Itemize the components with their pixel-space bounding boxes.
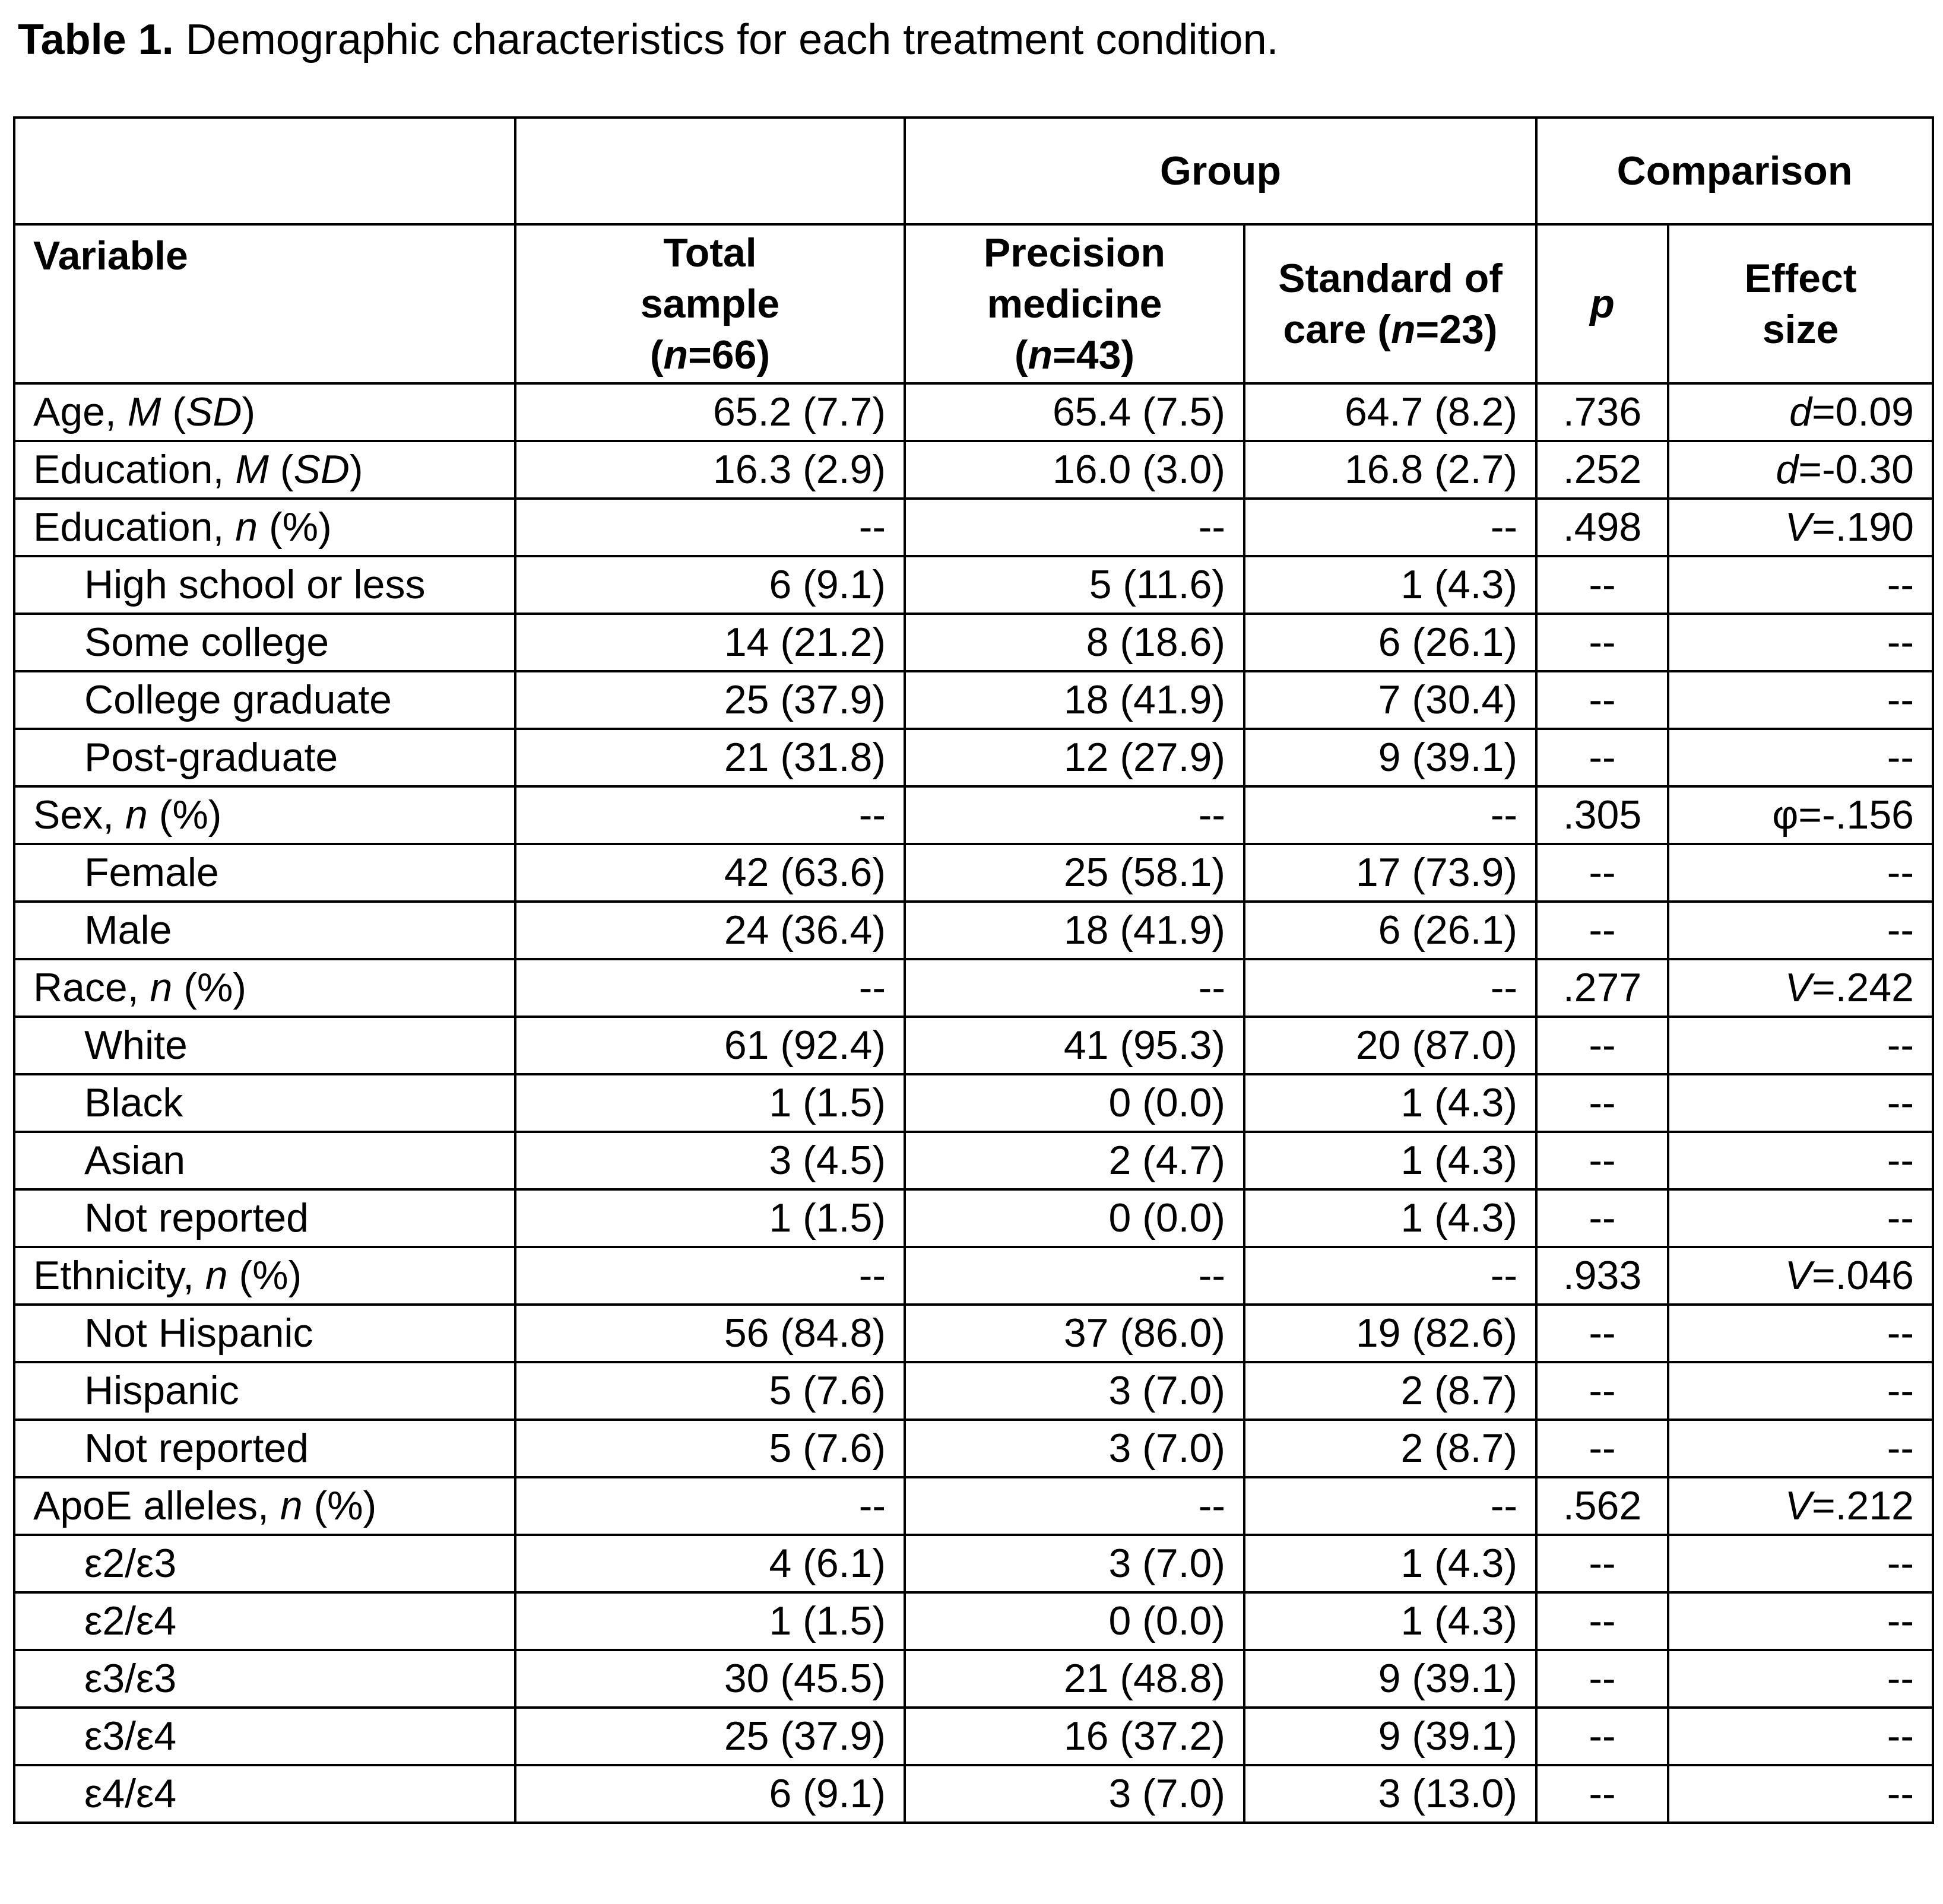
- table-row: [14, 1074, 1933, 1132]
- cell-p-value: --: [1536, 1017, 1668, 1074]
- header-variable: Variable: [14, 224, 515, 383]
- cell-standard-of-care: 17 (73.9): [1244, 844, 1536, 902]
- cell-total-sample: 21 (31.8): [515, 729, 905, 786]
- cell-precision-medicine: --: [905, 499, 1244, 556]
- cell-effect-size: --: [1668, 1305, 1933, 1362]
- table-caption-text: Demographic characteristics for each treatment condition.: [185, 16, 1279, 64]
- cell-variable: Education, M (SD): [14, 441, 515, 499]
- cell-standard-of-care: 1 (4.3): [1244, 1074, 1536, 1132]
- cell-total-sample: 4 (6.1): [515, 1535, 905, 1592]
- table-row: [14, 1420, 1933, 1477]
- cell-total-sample: 30 (45.5): [515, 1650, 905, 1708]
- cell-variable: Not Hispanic: [14, 1305, 515, 1362]
- cell-variable: Male: [14, 902, 515, 959]
- header-p: p: [1536, 224, 1668, 383]
- cell-p-value: .933: [1536, 1247, 1668, 1305]
- table-row: [14, 1592, 1933, 1650]
- cell-precision-medicine: 18 (41.9): [905, 671, 1244, 729]
- cell-p-value: --: [1536, 614, 1668, 671]
- cell-variable: Not reported: [14, 1189, 515, 1247]
- cell-total-sample: 42 (63.6): [515, 844, 905, 902]
- cell-total-sample: 6 (9.1): [515, 1765, 905, 1823]
- cell-effect-size: --: [1668, 1765, 1933, 1823]
- header-row-groups: [14, 118, 1933, 224]
- cell-total-sample: --: [515, 1247, 905, 1305]
- cell-effect-size: --: [1668, 1708, 1933, 1765]
- cell-effect-size: --: [1668, 1132, 1933, 1189]
- cell-effect-size: --: [1668, 671, 1933, 729]
- cell-p-value: --: [1536, 1305, 1668, 1362]
- table-row: [14, 1247, 1933, 1305]
- cell-effect-size: --: [1668, 1362, 1933, 1420]
- table-row: [14, 1362, 1933, 1420]
- cell-standard-of-care: 9 (39.1): [1244, 729, 1536, 786]
- table-row: [14, 1305, 1933, 1362]
- cell-p-value: --: [1536, 556, 1668, 614]
- cell-total-sample: 1 (1.5): [515, 1189, 905, 1247]
- cell-effect-size: --: [1668, 1592, 1933, 1650]
- cell-precision-medicine: --: [905, 1247, 1244, 1305]
- cell-precision-medicine: 3 (7.0): [905, 1420, 1244, 1477]
- cell-variable: Some college: [14, 614, 515, 671]
- cell-effect-size: φ=-.156: [1668, 786, 1933, 844]
- cell-effect-size: --: [1668, 1074, 1933, 1132]
- table-row: [14, 1765, 1933, 1823]
- cell-effect-size: --: [1668, 1650, 1933, 1708]
- header-effect-size: Effect size: [1668, 224, 1933, 383]
- cell-standard-of-care: --: [1244, 1477, 1536, 1535]
- cell-precision-medicine: 3 (7.0): [905, 1362, 1244, 1420]
- cell-precision-medicine: 3 (7.0): [905, 1535, 1244, 1592]
- table-row: [14, 383, 1933, 441]
- cell-precision-medicine: 25 (58.1): [905, 844, 1244, 902]
- cell-effect-size: V=.212: [1668, 1477, 1933, 1535]
- cell-p-value: --: [1536, 1708, 1668, 1765]
- cell-p-value: .277: [1536, 959, 1668, 1017]
- cell-total-sample: 24 (36.4): [515, 902, 905, 959]
- cell-variable: Race, n (%): [14, 959, 515, 1017]
- cell-effect-size: --: [1668, 556, 1933, 614]
- cell-p-value: .252: [1536, 441, 1668, 499]
- cell-precision-medicine: 12 (27.9): [905, 729, 1244, 786]
- table-caption: [18, 13, 1279, 66]
- table-row: [14, 671, 1933, 729]
- cell-effect-size: --: [1668, 902, 1933, 959]
- header-comparison: Comparison: [1536, 118, 1933, 224]
- table-row: [14, 1017, 1933, 1074]
- table-body: [14, 383, 1933, 1823]
- cell-p-value: --: [1536, 729, 1668, 786]
- cell-standard-of-care: 6 (26.1): [1244, 902, 1536, 959]
- cell-p-value: --: [1536, 1132, 1668, 1189]
- cell-effect-size: d=-0.30: [1668, 441, 1933, 499]
- cell-precision-medicine: 8 (18.6): [905, 614, 1244, 671]
- table-row: [14, 1650, 1933, 1708]
- cell-precision-medicine: 0 (0.0): [905, 1074, 1244, 1132]
- cell-total-sample: 65.2 (7.7): [515, 383, 905, 441]
- cell-p-value: .562: [1536, 1477, 1668, 1535]
- cell-p-value: --: [1536, 1074, 1668, 1132]
- cell-effect-size: V=.242: [1668, 959, 1933, 1017]
- cell-standard-of-care: --: [1244, 959, 1536, 1017]
- cell-p-value: .498: [1536, 499, 1668, 556]
- cell-effect-size: --: [1668, 729, 1933, 786]
- cell-effect-size: --: [1668, 1017, 1933, 1074]
- cell-precision-medicine: 18 (41.9): [905, 902, 1244, 959]
- header-standard-of-care: Standard of care (n=23): [1244, 224, 1536, 383]
- cell-standard-of-care: 2 (8.7): [1244, 1420, 1536, 1477]
- table-row: [14, 1132, 1933, 1189]
- cell-p-value: --: [1536, 1592, 1668, 1650]
- header-empty-variable: [14, 118, 515, 224]
- table-row: [14, 786, 1933, 844]
- header-empty-total: [515, 118, 905, 224]
- cell-variable: High school or less: [14, 556, 515, 614]
- demographics-table: [13, 116, 1934, 1824]
- cell-effect-size: --: [1668, 844, 1933, 902]
- cell-standard-of-care: 7 (30.4): [1244, 671, 1536, 729]
- header-group: Group: [905, 118, 1536, 224]
- cell-p-value: --: [1536, 844, 1668, 902]
- cell-total-sample: 1 (1.5): [515, 1592, 905, 1650]
- cell-effect-size: V=.046: [1668, 1247, 1933, 1305]
- cell-standard-of-care: 16.8 (2.7): [1244, 441, 1536, 499]
- cell-total-sample: 5 (7.6): [515, 1362, 905, 1420]
- cell-total-sample: 1 (1.5): [515, 1074, 905, 1132]
- cell-precision-medicine: 0 (0.0): [905, 1189, 1244, 1247]
- cell-precision-medicine: 65.4 (7.5): [905, 383, 1244, 441]
- cell-total-sample: 16.3 (2.9): [515, 441, 905, 499]
- cell-precision-medicine: 3 (7.0): [905, 1765, 1244, 1823]
- cell-effect-size: d=0.09: [1668, 383, 1933, 441]
- cell-variable: Education, n (%): [14, 499, 515, 556]
- cell-p-value: --: [1536, 1189, 1668, 1247]
- cell-variable: ApoE alleles, n (%): [14, 1477, 515, 1535]
- table-row: [14, 1535, 1933, 1592]
- table-row: [14, 499, 1933, 556]
- cell-total-sample: 3 (4.5): [515, 1132, 905, 1189]
- cell-total-sample: --: [515, 1477, 905, 1535]
- header-row-columns: [14, 224, 1933, 383]
- table-row: [14, 1708, 1933, 1765]
- cell-precision-medicine: 16 (37.2): [905, 1708, 1244, 1765]
- cell-effect-size: --: [1668, 1535, 1933, 1592]
- table-caption-label: Table 1.: [18, 16, 174, 64]
- cell-total-sample: --: [515, 959, 905, 1017]
- cell-p-value: --: [1536, 902, 1668, 959]
- cell-effect-size: --: [1668, 614, 1933, 671]
- cell-standard-of-care: 9 (39.1): [1244, 1650, 1536, 1708]
- cell-standard-of-care: 1 (4.3): [1244, 1189, 1536, 1247]
- cell-precision-medicine: --: [905, 959, 1244, 1017]
- cell-precision-medicine: --: [905, 1477, 1244, 1535]
- cell-precision-medicine: 5 (11.6): [905, 556, 1244, 614]
- cell-variable: ε4/ε4: [14, 1765, 515, 1823]
- table-row: [14, 844, 1933, 902]
- table-row: [14, 902, 1933, 959]
- cell-effect-size: --: [1668, 1420, 1933, 1477]
- cell-variable: Asian: [14, 1132, 515, 1189]
- cell-p-value: --: [1536, 1765, 1668, 1823]
- cell-variable: Not reported: [14, 1420, 515, 1477]
- cell-total-sample: 61 (92.4): [515, 1017, 905, 1074]
- cell-total-sample: 25 (37.9): [515, 671, 905, 729]
- cell-total-sample: 6 (9.1): [515, 556, 905, 614]
- table-row: [14, 556, 1933, 614]
- cell-standard-of-care: --: [1244, 499, 1536, 556]
- cell-variable: ε3/ε4: [14, 1708, 515, 1765]
- cell-precision-medicine: 41 (95.3): [905, 1017, 1244, 1074]
- cell-p-value: .305: [1536, 786, 1668, 844]
- cell-precision-medicine: 0 (0.0): [905, 1592, 1244, 1650]
- header-precision-medicine: Precision medicine (n=43): [905, 224, 1244, 383]
- cell-variable: White: [14, 1017, 515, 1074]
- cell-variable: Female: [14, 844, 515, 902]
- cell-precision-medicine: 2 (4.7): [905, 1132, 1244, 1189]
- cell-standard-of-care: 3 (13.0): [1244, 1765, 1536, 1823]
- cell-variable: Ethnicity, n (%): [14, 1247, 515, 1305]
- cell-standard-of-care: 1 (4.3): [1244, 1132, 1536, 1189]
- cell-variable: ε2/ε3: [14, 1535, 515, 1592]
- table-row: [14, 614, 1933, 671]
- cell-p-value: .736: [1536, 383, 1668, 441]
- table-row: [14, 959, 1933, 1017]
- cell-total-sample: --: [515, 786, 905, 844]
- header-total-sample: Total sample (n=66): [515, 224, 905, 383]
- cell-variable: Hispanic: [14, 1362, 515, 1420]
- cell-precision-medicine: 37 (86.0): [905, 1305, 1244, 1362]
- cell-standard-of-care: 19 (82.6): [1244, 1305, 1536, 1362]
- cell-variable: ε2/ε4: [14, 1592, 515, 1650]
- cell-standard-of-care: 1 (4.3): [1244, 1592, 1536, 1650]
- cell-variable: Age, M (SD): [14, 383, 515, 441]
- table-row: [14, 441, 1933, 499]
- cell-precision-medicine: 16.0 (3.0): [905, 441, 1244, 499]
- cell-standard-of-care: 6 (26.1): [1244, 614, 1536, 671]
- cell-standard-of-care: 20 (87.0): [1244, 1017, 1536, 1074]
- cell-p-value: --: [1536, 1362, 1668, 1420]
- cell-variable: Sex, n (%): [14, 786, 515, 844]
- cell-variable: ε3/ε3: [14, 1650, 515, 1708]
- cell-p-value: --: [1536, 1535, 1668, 1592]
- table-row: [14, 1189, 1933, 1247]
- cell-p-value: --: [1536, 1650, 1668, 1708]
- cell-total-sample: 5 (7.6): [515, 1420, 905, 1477]
- cell-total-sample: 56 (84.8): [515, 1305, 905, 1362]
- cell-precision-medicine: --: [905, 786, 1244, 844]
- cell-variable: Post-graduate: [14, 729, 515, 786]
- cell-standard-of-care: 1 (4.3): [1244, 1535, 1536, 1592]
- cell-total-sample: 14 (21.2): [515, 614, 905, 671]
- table-row: [14, 1477, 1933, 1535]
- cell-standard-of-care: 1 (4.3): [1244, 556, 1536, 614]
- cell-standard-of-care: --: [1244, 1247, 1536, 1305]
- cell-effect-size: --: [1668, 1189, 1933, 1247]
- cell-standard-of-care: 9 (39.1): [1244, 1708, 1536, 1765]
- table-row: [14, 729, 1933, 786]
- cell-p-value: --: [1536, 671, 1668, 729]
- cell-standard-of-care: 2 (8.7): [1244, 1362, 1536, 1420]
- cell-p-value: --: [1536, 1420, 1668, 1477]
- cell-variable: College graduate: [14, 671, 515, 729]
- cell-standard-of-care: --: [1244, 786, 1536, 844]
- cell-variable: Black: [14, 1074, 515, 1132]
- cell-total-sample: --: [515, 499, 905, 556]
- cell-total-sample: 25 (37.9): [515, 1708, 905, 1765]
- cell-standard-of-care: 64.7 (8.2): [1244, 383, 1536, 441]
- cell-effect-size: V=.190: [1668, 499, 1933, 556]
- cell-precision-medicine: 21 (48.8): [905, 1650, 1244, 1708]
